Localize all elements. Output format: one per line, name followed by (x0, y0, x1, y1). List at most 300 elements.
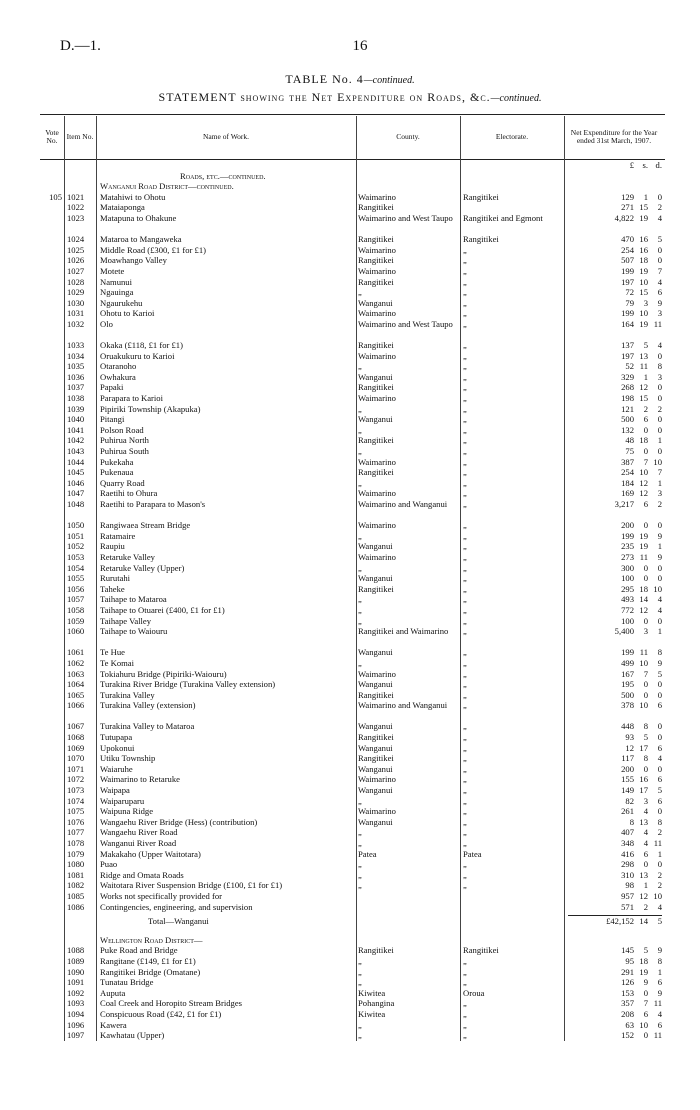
expenditure: 198 15 0 (621, 393, 662, 404)
table-row (40, 774, 665, 785)
county: Rangitikei (358, 276, 394, 287)
work-name: Auputa (100, 987, 126, 998)
work-name: Ratamaire (100, 530, 136, 541)
work-name: Waipuna Ridge (100, 806, 154, 817)
work-name: Rangitane (£149, £1 for £1) (100, 955, 196, 966)
expenditure: 348 4 11 (621, 838, 662, 848)
item-no: 1072 (67, 774, 85, 785)
table-row (40, 478, 665, 489)
county: Wanganui (358, 785, 393, 796)
county: Waimarino (358, 244, 396, 255)
work-name: Te Komai (100, 657, 135, 668)
expenditure: 95 18 8 (625, 955, 662, 966)
electorate: „ (463, 774, 467, 785)
table-row (40, 520, 665, 531)
item-no: 1080 (67, 859, 85, 870)
item-no: 1052 (67, 541, 85, 552)
electorate: „ (463, 318, 467, 329)
electorate: „ (463, 626, 467, 637)
item-no: 1026 (67, 255, 85, 266)
item-no: 1085 (67, 890, 85, 901)
expenditure: 72 15 6 (625, 287, 662, 298)
electorate: Rangitikei and Egmont (463, 212, 543, 223)
item-no: 1063 (67, 668, 85, 679)
electorate: „ (463, 869, 467, 880)
county: Waimarino (358, 668, 396, 679)
table-row (40, 287, 665, 298)
work-name: Quarry Road (100, 477, 145, 488)
item-no: 1097 (67, 1030, 85, 1041)
electorate: „ (463, 446, 467, 457)
expenditure: 957 12 10 (621, 890, 662, 901)
county: Rangitikei and Waimarino (358, 626, 449, 637)
electorate: Rangitikei (463, 191, 499, 202)
county: „ (358, 795, 362, 806)
table-row (40, 1030, 665, 1041)
expenditure: 208 6 4 (621, 1008, 662, 1019)
electorate: „ (463, 721, 467, 732)
work-name: Waimarino to Retaruke (100, 774, 180, 785)
expenditure: 93 5 0 (625, 732, 662, 743)
work-name: Tutupapa (100, 732, 133, 743)
table-row (40, 308, 665, 319)
item-no: 1022 (67, 202, 85, 213)
item-no: 1029 (67, 287, 85, 298)
table-row (40, 732, 665, 743)
expenditure: 310 13 2 (621, 869, 662, 880)
expenditure: 571 2 4 (621, 901, 662, 912)
table-row (40, 880, 665, 891)
work-name: Ngauinga (100, 287, 134, 298)
work-name: Rangitikei Bridge (Omatane) (100, 966, 201, 977)
item-no: 1077 (67, 827, 85, 838)
item-no: 1082 (67, 880, 85, 891)
expenditure: 12 17 6 (625, 742, 662, 753)
work-name: Kawera (100, 1019, 127, 1030)
expenditure: 199 10 3 (621, 308, 662, 319)
item-no: 1061 (67, 647, 85, 658)
table-header (40, 114, 665, 160)
work-name: Taheke (100, 583, 125, 594)
document-ref: D.—1. (60, 38, 101, 54)
work-name: Waiaruhe (100, 763, 133, 774)
electorate: „ (463, 795, 467, 806)
county: Rangitikei (358, 255, 394, 266)
item-no: 1086 (67, 901, 85, 912)
county: „ (358, 657, 362, 668)
county: „ (358, 403, 362, 414)
electorate: „ (463, 265, 467, 276)
col-name-header: Name of Work. (202, 131, 250, 141)
total-row-wanganui: Total—Wanganui £42,152 14 5 (148, 916, 662, 927)
expenditure: 470 16 5 (621, 234, 662, 245)
county: Waimarino (358, 350, 396, 361)
electorate: „ (463, 955, 467, 966)
expenditure: 273 11 9 (621, 551, 662, 562)
expenditure: 197 10 4 (621, 276, 662, 287)
electorate: „ (463, 700, 467, 711)
unit-row: £ s. d. (629, 160, 662, 170)
electorate: „ (463, 297, 467, 308)
county: „ (358, 1030, 362, 1041)
work-name: Ridge and Omata Roads (100, 869, 184, 880)
table-row (40, 977, 665, 988)
item-no: 1054 (67, 562, 85, 573)
expenditure: 167 7 5 (621, 668, 662, 679)
item-no: 1089 (67, 955, 85, 966)
table-row (40, 1009, 665, 1020)
table-row (40, 700, 665, 721)
col-expenditure-header: Net Expenditure for the Year ended 31st March, 1907. (570, 127, 658, 145)
county: Wanganui (358, 816, 393, 827)
item-no: 1025 (67, 244, 85, 255)
table-row (40, 340, 665, 351)
table-row (40, 404, 665, 415)
electorate: „ (463, 679, 467, 690)
work-name: Retaruke Valley (Upper) (100, 562, 185, 573)
electorate: „ (463, 371, 467, 382)
expenditure: 152 0 11 (621, 1030, 662, 1041)
work-name: Middle Road (£300, £1 for £1) (100, 244, 206, 255)
expenditure: 137 5 4 (621, 340, 662, 351)
work-name: Turakina Valley to Mataroa (100, 721, 195, 732)
table-row (40, 213, 665, 234)
expenditure: 3,217 6 2 (614, 499, 662, 509)
electorate: „ (463, 615, 467, 626)
table-row (40, 361, 665, 372)
expenditure: 195 0 0 (621, 679, 662, 690)
table-row (40, 245, 665, 256)
county: Wanganui (358, 573, 393, 584)
county: Waimarino (358, 308, 396, 319)
electorate: „ (463, 657, 467, 668)
item-no: 1056 (67, 583, 85, 594)
table-row (40, 967, 665, 978)
expenditure: 75 0 0 (625, 446, 662, 457)
electorate: „ (463, 1008, 467, 1019)
expenditure: 407 4 2 (621, 827, 662, 838)
item-no: 1023 (67, 212, 85, 223)
table-row (40, 255, 665, 266)
county: Rangitikei (358, 467, 394, 478)
item-no: 1033 (67, 340, 85, 351)
item-no: 1070 (67, 753, 85, 764)
work-name: Tunatau Bridge (100, 977, 154, 988)
table-row (40, 467, 665, 478)
county: Rangitikei (358, 732, 394, 743)
item-no: 1094 (67, 1008, 85, 1019)
table-row (40, 679, 665, 690)
county: Wanganui (358, 647, 393, 658)
electorate: „ (463, 530, 467, 541)
section-heading (40, 181, 665, 192)
table-row (40, 319, 665, 340)
item-no: 1055 (67, 573, 85, 584)
county: Wanganui (358, 541, 393, 552)
expenditure: 121 2 2 (621, 403, 662, 414)
work-name: Waipapa (100, 785, 130, 796)
work-name: Taihape Valley (100, 615, 152, 626)
section-heading-roads: Roads, etc.—continued. (180, 170, 266, 181)
electorate: „ (463, 244, 467, 255)
county: Rangitikei (358, 340, 394, 351)
table-row (40, 669, 665, 680)
expenditure: 48 18 1 (625, 435, 662, 446)
electorate: „ (463, 551, 467, 562)
expenditure: 378 10 6 (621, 700, 662, 711)
county: Waimarino (358, 456, 396, 467)
electorate: „ (463, 753, 467, 764)
county: Waimarino (358, 191, 396, 202)
work-name: Turakina Valley (extension) (100, 700, 196, 711)
item-no: 1047 (67, 488, 85, 499)
work-name: Works not specifically provided for (100, 890, 222, 901)
item-no: 1021 (67, 191, 85, 202)
expenditure: 500 0 0 (621, 689, 662, 700)
item-no: 1053 (67, 551, 85, 562)
county: „ (358, 827, 362, 838)
work-name: Motete (100, 265, 125, 276)
expenditure: 149 17 5 (621, 785, 662, 796)
county: Patea (358, 848, 377, 859)
table-row (40, 743, 665, 754)
county: Waimarino and Wanganui (358, 700, 448, 711)
table-row (40, 277, 665, 288)
table-row (40, 988, 665, 999)
work-name: Makakaho (Upper Waitotara) (100, 848, 201, 859)
item-no: 1045 (67, 467, 85, 478)
table-row (40, 945, 665, 956)
county: „ (358, 287, 362, 298)
table-row (40, 202, 665, 213)
expenditure: 416 6 1 (621, 848, 662, 859)
electorate: Rangitikei (463, 945, 499, 956)
table-row (40, 382, 665, 393)
item-no: 1058 (67, 604, 85, 615)
county: Waimarino and West Taupo (358, 318, 453, 329)
item-no: 1059 (67, 615, 85, 626)
table-row (40, 785, 665, 796)
work-name: Coal Creek and Horopito Stream Bridges (100, 998, 243, 1009)
electorate: „ (463, 308, 467, 319)
work-name: Retaruke Valley (100, 551, 155, 562)
work-name: Puhirua North (100, 435, 149, 446)
table-row (40, 626, 665, 647)
electorate: „ (463, 583, 467, 594)
item-no: 1051 (67, 530, 85, 541)
expenditure: 100 0 0 (621, 615, 662, 626)
table-row (40, 859, 665, 870)
county: Wanganui (358, 371, 393, 382)
expenditure: 52 11 8 (625, 361, 662, 372)
table-row (40, 690, 665, 701)
county: „ (358, 530, 362, 541)
work-name: Turakina River Bridge (Turakina Valley extension) (100, 679, 276, 690)
electorate: „ (463, 998, 467, 1009)
expenditure: 254 10 7 (621, 467, 662, 478)
expenditure: 79 3 9 (625, 297, 662, 308)
county: „ (358, 977, 362, 988)
electorate: „ (463, 647, 467, 658)
electorate: „ (463, 742, 467, 753)
item-no: 1062 (67, 657, 85, 668)
work-name: Raetihi to Parapara to Mason's (100, 499, 206, 509)
table-row (40, 1020, 665, 1031)
work-name: Taihape to Otuarei (£400, £1 for £1) (100, 604, 225, 615)
expenditure: 5,400 3 1 (614, 626, 662, 637)
expenditure: 254 16 0 (621, 244, 662, 255)
work-name: Waitotara River Suspension Bridge (£100, £1 for £1) (100, 880, 283, 891)
electorate: „ (463, 424, 467, 435)
table-row (40, 764, 665, 775)
table-row (40, 827, 665, 838)
county: Kiwitea (358, 1008, 386, 1019)
table-row (40, 573, 665, 584)
work-name: Utiku Township (100, 753, 156, 764)
county: Rangitikei (358, 435, 394, 446)
item-no: 1090 (67, 966, 85, 977)
section-heading-wellington: Wellington Road District— (100, 934, 203, 945)
item-no: 1091 (67, 977, 85, 988)
county: „ (358, 966, 362, 977)
work-name: Raetihi to Ohura (100, 488, 158, 499)
county: Rangitikei (358, 689, 394, 700)
electorate: „ (463, 403, 467, 414)
item-no: 1038 (67, 393, 85, 404)
work-name: Pitangi (100, 414, 125, 425)
item-no: 1078 (67, 838, 85, 848)
table-row (40, 796, 665, 807)
expenditure: 507 18 0 (621, 255, 662, 266)
expenditure: 117 8 4 (621, 753, 662, 764)
expenditure: 268 12 0 (621, 382, 662, 393)
work-name: Parapara to Karioi (100, 393, 163, 404)
electorate: „ (463, 477, 467, 488)
county: „ (358, 859, 362, 870)
electorate: „ (463, 880, 467, 891)
table-row (40, 541, 665, 552)
county: Wanganui (358, 721, 393, 732)
electorate: „ (463, 456, 467, 467)
section-heading-wanganui: Wanganui Road District—continued. (100, 181, 234, 192)
electorate: „ (463, 806, 467, 817)
work-name: Conspicuous Road (£42, £1 for £1) (100, 1008, 222, 1019)
table-row (40, 552, 665, 563)
electorate: „ (463, 689, 467, 700)
table-row (40, 457, 665, 468)
work-name: Waiparuparu (100, 795, 145, 806)
county: Rangitikei (358, 753, 394, 764)
table-row (40, 658, 665, 669)
county: „ (358, 594, 362, 605)
table-row (40, 817, 665, 828)
expenditure: 100 0 0 (621, 573, 662, 584)
vote-no: 105 (49, 191, 62, 202)
electorate: „ (463, 966, 467, 977)
table-subtitle-cont: —continued. (490, 93, 542, 104)
table-row (40, 956, 665, 967)
expenditure: 499 10 9 (621, 657, 662, 668)
table-row (40, 298, 665, 309)
work-name: Pipiriki Township (Akapuka) (100, 403, 201, 414)
work-name: Ngaurukehu (100, 297, 143, 308)
expenditure: 387 7 10 (621, 456, 662, 467)
electorate: „ (463, 287, 467, 298)
county: Waimarino and Wanganui (358, 499, 448, 509)
county: Waimarino (358, 806, 396, 817)
expenditure: 82 3 6 (625, 795, 662, 806)
table-row (40, 563, 665, 574)
electorate: „ (463, 1030, 467, 1041)
table-row (40, 266, 665, 277)
electorate: „ (463, 573, 467, 584)
item-no: 1043 (67, 446, 85, 457)
electorate: „ (463, 435, 467, 446)
item-no: 1036 (67, 371, 85, 382)
expenditure: 329 1 3 (621, 371, 662, 382)
section-heading (40, 935, 665, 946)
expenditure: 132 0 0 (621, 424, 662, 435)
expenditure: 295 18 10 (621, 583, 662, 594)
expenditure: 4,822 19 4 (614, 212, 662, 223)
expenditure: 199 11 8 (621, 647, 662, 658)
electorate: „ (463, 594, 467, 605)
item-no: 1071 (67, 763, 85, 774)
work-name: Oruakukuru to Karioi (100, 350, 175, 361)
table-row (40, 838, 665, 849)
work-name: Namunui (100, 276, 132, 287)
work-name: Wangaehu River Road (100, 827, 178, 838)
table-subtitle-main: STATEMENT showing the Net Expenditure on Roads, &c. (158, 90, 491, 104)
electorate: „ (463, 488, 467, 499)
item-no: 1044 (67, 456, 85, 467)
expenditure: 500 6 0 (621, 414, 662, 425)
county: „ (358, 446, 362, 457)
county: Kiwitea (358, 987, 386, 998)
expenditure: 199 19 7 (621, 265, 662, 276)
item-no: 1096 (67, 1019, 85, 1030)
electorate: „ (463, 785, 467, 796)
county: „ (358, 615, 362, 626)
item-no: 1030 (67, 297, 85, 308)
item-no: 1034 (67, 350, 85, 361)
table-row (40, 605, 665, 616)
work-name: Te Hue (100, 647, 125, 658)
county: Waimarino and West Taupo (358, 212, 453, 223)
item-no: 1068 (67, 732, 85, 743)
county: Rangitikei (358, 234, 394, 245)
county: Waimarino (358, 520, 396, 531)
county: „ (358, 477, 362, 488)
county: Waimarino (358, 774, 396, 785)
work-name: Turakina Valley (100, 689, 155, 700)
expenditure-table (40, 114, 665, 1041)
table-row (40, 435, 665, 446)
work-name: Raupiu (100, 541, 125, 552)
electorate: „ (463, 668, 467, 679)
item-no: 1037 (67, 382, 85, 393)
county: Wanganui (358, 679, 393, 690)
expenditure: 357 7 11 (621, 998, 662, 1009)
table-row (40, 998, 665, 1009)
item-no: 1079 (67, 848, 85, 859)
item-no: 1074 (67, 795, 85, 806)
table-title (0, 72, 700, 87)
item-no: 1067 (67, 721, 85, 732)
electorate: „ (463, 255, 467, 266)
item-no: 1081 (67, 869, 85, 880)
expenditure: 493 14 4 (621, 594, 662, 605)
